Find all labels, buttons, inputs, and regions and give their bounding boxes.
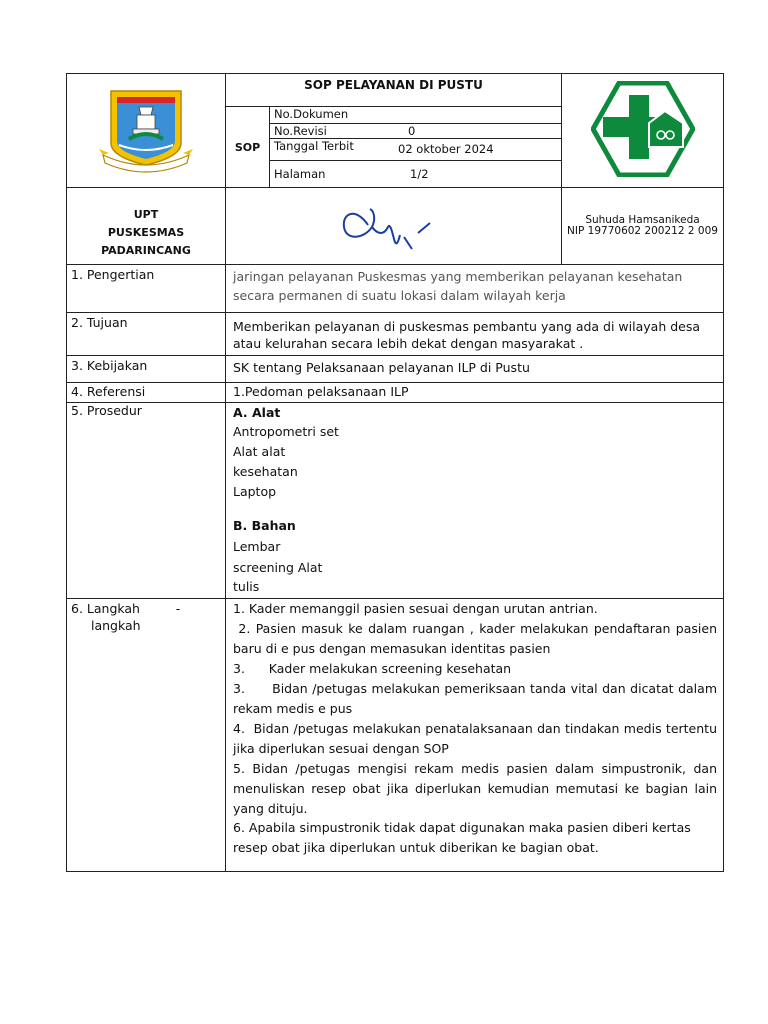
bahan-heading: B. Bahan — [233, 518, 296, 533]
regency-logo-cell — [67, 74, 226, 188]
section-text-pengertian: jaringan pelayanan Puskesmas yang memberikan pelayanan kesehatan secara permanen di suatu lokasi dalam wilayah kerja — [226, 265, 724, 313]
section-text-tujuan: Memberikan pelayanan di puskesmas pembantu yang ada di wilayah desa atau kelurahan secara lebih dekat dengan masyarakat . — [226, 313, 724, 356]
org-line: PADARINCANG — [101, 244, 191, 257]
meta-row-halaman: Halaman 1/2 — [274, 166, 429, 181]
health-logo-cell — [562, 74, 724, 188]
section-prosedur — [226, 403, 724, 599]
langkah-label: 6. Langkah - — [71, 601, 181, 616]
signer-name: Suhuda Hamsanikeda — [585, 214, 700, 226]
step-item: 1. Kader memanggil pasien sesuai dengan urutan antrian. — [233, 601, 598, 616]
section-label-pengertian: 1. Pengertian — [67, 265, 226, 313]
handwritten-signature — [334, 197, 454, 253]
bahan-item: tulis — [233, 579, 260, 594]
meta-row-revisi: No.Revisi 0 — [270, 124, 561, 140]
langkah-label: langkah — [91, 618, 141, 633]
step-item: 5. Bidan /petugas mengisi rekam medis pasien dalam simpustronik, dan menuliskan resep obat jika diperlukan kemudian memutasi ke bagian lain yang dituju. — [233, 761, 721, 816]
step-item: 4. Bidan /petugas melakukan penatalaksanaan dan tindakan medis tertentu jika diperlukan sesuai dengan SOP — [233, 721, 721, 756]
bahan-item: screening Alat — [233, 560, 323, 575]
puskesmas-cross-icon — [591, 81, 695, 177]
section-label-referensi: 4. Referensi — [67, 383, 226, 403]
sop-table — [66, 73, 724, 872]
organization-cell — [67, 188, 226, 265]
signer-cell — [562, 188, 724, 265]
section-label-kebijakan: 3. Kebijakan — [67, 356, 226, 383]
alat-item: Antropometri set — [233, 424, 339, 439]
sop-document — [66, 73, 723, 872]
section-langkah — [226, 599, 724, 872]
sop-label: SOP — [226, 107, 270, 187]
section-label-langkah — [67, 599, 226, 872]
step-item: 3. Bidan /petugas melakukan pemeriksaan tanda vital dan dicatat dalam rekam medis e pus — [233, 681, 721, 716]
step-item: 3. Kader melakukan screening kesehatan — [233, 661, 512, 676]
section-label-tujuan: 2. Tujuan — [67, 313, 226, 356]
alat-item: Alat alat — [233, 444, 286, 459]
step-item: 2. Pasien masuk ke dalam ruangan , kader melakukan pendaftaran pasien baru di e pus dengan memasukan identitas pasien — [233, 621, 721, 656]
step-item: 6. Apabila simpustronik tidak dapat digunakan maka pasien diberi kertas — [233, 820, 691, 835]
sop-title: SOP PELAYANAN DI PUSTU — [226, 74, 561, 107]
alat-item: Laptop — [233, 484, 277, 499]
section-label-prosedur: 5. Prosedur — [67, 403, 226, 599]
section-text-kebijakan: SK tentang Pelaksanaan pelayanan ILP di Pustu — [226, 356, 724, 383]
meta-row-tanggal: Tanggal Terbit 02 oktober 2024 — [270, 139, 561, 160]
bahan-item: Lembar — [233, 539, 281, 554]
signer-nip: NIP 19770602 200212 2 009 — [567, 225, 718, 237]
alat-heading: A. Alat — [233, 405, 281, 420]
regency-emblem-icon — [99, 85, 193, 173]
step-item: resep obat jika diperlukan untuk diberikan ke bagian obat. — [233, 840, 599, 855]
org-line: UPT — [133, 208, 159, 221]
section-text-referensi: 1.Pedoman pelaksanaan ILP — [226, 383, 724, 403]
signature-cell — [226, 188, 562, 265]
sop-header-cell — [226, 74, 562, 188]
meta-row-dokumen: No.Dokumen — [270, 107, 561, 124]
org-line: PUSKESMAS — [107, 226, 185, 239]
alat-item: kesehatan — [233, 464, 298, 479]
